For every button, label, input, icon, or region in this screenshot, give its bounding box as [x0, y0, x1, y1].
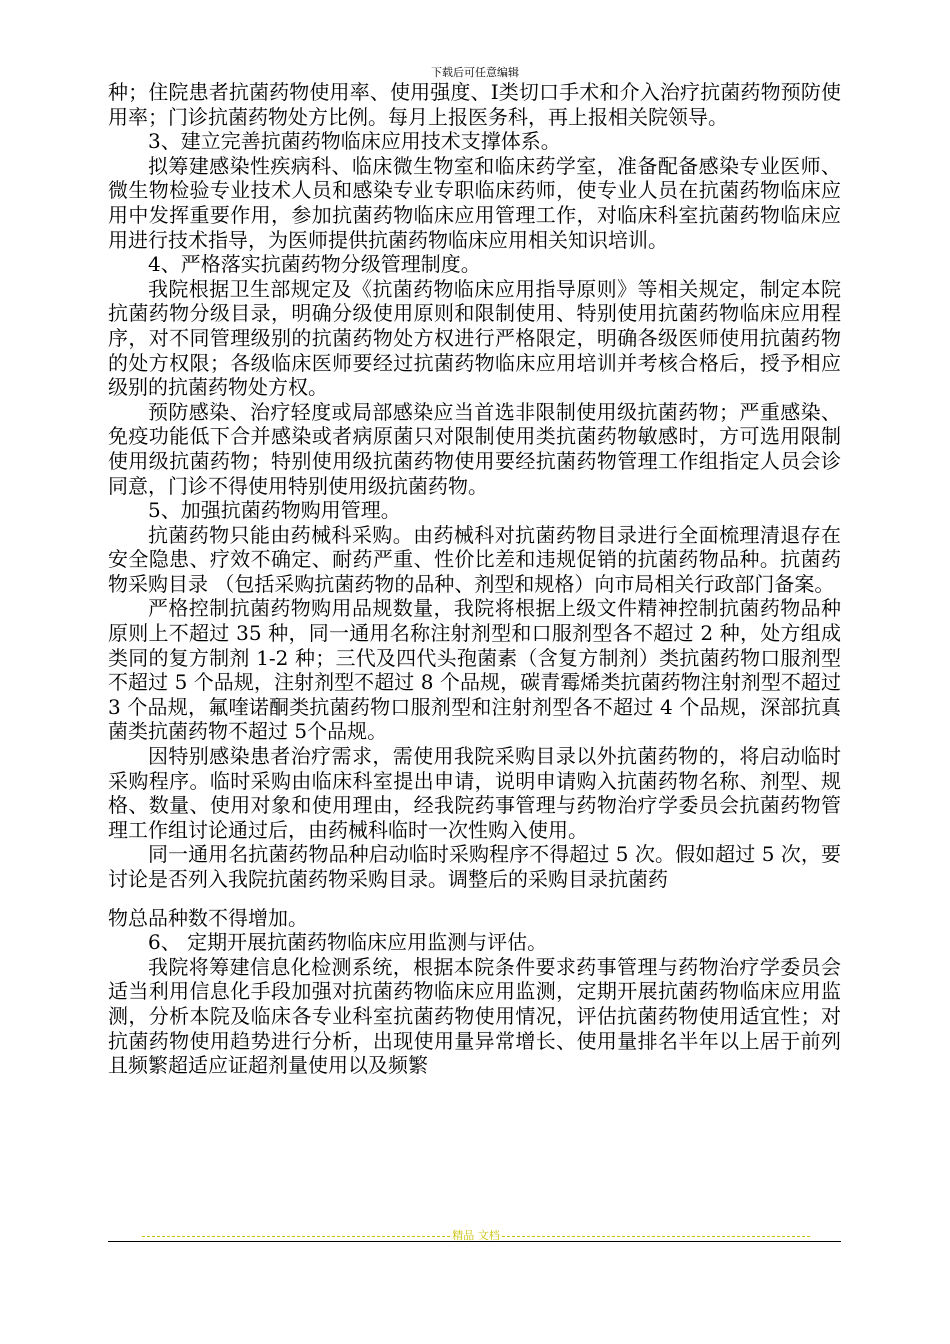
footer-dash-left — [142, 1236, 450, 1237]
paragraph-5: 我院根据卫生部规定及《抗菌药物临床应用指导原则》等相关规定，制定本院抗菌药物分级目录，明确分级使用原则和限制使用、特别使用抗菌药物临床应用程序，对不同管理级别的抗菌药物处方权进行严格限定，明确各级医师使用抗菌药物的处方权限；各级临床医师要经过抗菌药物临床应用培训并考核合格后，授予相应级别的抗菌药物处方权。 — [108, 276, 841, 400]
paragraph-10: 因特别感染患者治疗需求，需使用我院采购目录以外抗菌药物的，将启动临时采购程序。临时采购由临床科室提出申请，说明申请购入抗菌药物名称、剂型、规格、数量、使用对象和使用理由，经我院药事管理与药物治疗学委员会抗菌药物管理工作组讨论通过后，由药械科临时一次性购入使用。 — [108, 744, 841, 842]
footer-rule — [108, 1241, 841, 1242]
page-header-note: 下载后可任意编辑 — [431, 66, 519, 79]
footer-label: 精品 文档 — [452, 1229, 500, 1242]
section-heading-4: 4、严格落实抗菌药物分级管理制度。 — [148, 252, 481, 277]
paragraph-9: 严格控制抗菌药物购用品规数量，我院将根据上级文件精神控制抗菌药物品种原则上不超过 35 种，同一通用名称注射剂型和口服剂型各不超过 2 种，处方组成类同的复方制剂 1-2 种；三代及四代头孢菌素（含复方制剂）类抗菌药物口服剂型不超过 5 个品规，注射剂型不超过 8 个品规，碳青霉烯类抗菌药物注射剂型不超过 3 个品规，氟喹诺酮类抗菌药物口服剂型和注射剂型各不超过 4 个品规，深部抗真菌类抗菌药物不超过 5个品规。 — [108, 596, 841, 744]
paragraph-3: 拟筹建感染性疾病科、临床微生物室和临床药学室，准备配备感染专业医师、微生物检验专业技术人员和感染专业专职临床药师，使专业人员在抗菌药物临床应用中发挥重要作用，参加抗菌药物临床应用管理工作，对临床科室抗菌药物临床应用进行技术指导，为医师提供抗菌药物临床应用相关知识培训。 — [108, 153, 841, 252]
document-body — [108, 80, 841, 1078]
paragraph-1: 种；住院患者抗菌药物使用率、使用强度、I类切口手术和介入治疗抗菌药物预防使用率；门诊抗菌药物处方比例。每月上报医务科，再上报相关院领导。 — [108, 80, 841, 129]
section-heading-5: 5、加强抗菌药物购用管理。 — [148, 498, 401, 523]
section-heading-3: 3、建立完善抗菌药物临床应用技术支撑体系。 — [148, 129, 561, 154]
paragraph-12: 物总品种数不得增加。 — [108, 905, 308, 930]
paragraph-6: 预防感染、治疗轻度或局部感染应当首选非限制使用级抗菌药物；严重感染、免疫功能低下合并感染或者病原菌只对限制使用类抗菌药物敏感时，方可选用限制使用级抗菌药物；特别使用级抗菌药物使用要经抗菌药物管理工作组指定人员会诊同意，门诊不得使用特别使用级抗菌药物。 — [108, 399, 841, 498]
paragraph-14: 我院将筹建信息化检测系统，根据本院条件要求药事管理与药物治疗学委员会适当利用信息化手段加强对抗菌药物临床应用监测，定期开展抗菌药物临床应用监测，分析本院及临床各专业科室抗菌药物使用情况，评估抗菌药物使用适宜性；对抗菌药物使用趋势进行分析，出现使用量异常增长、使用量排名半年以上居于前列且频繁超适应证超剂量使用以及频繁 — [108, 954, 841, 1078]
footer-dash-right — [502, 1236, 810, 1237]
paragraph-8: 抗菌药物只能由药械科采购。由药械科对抗菌药物目录进行全面梳理清退存在安全隐患、疗效不确定、耐药严重、性价比差和违规促销的抗菌药物品种。抗菌药物采购目录 （包括采购抗菌药物的品种、剂型和规格）向市局相关行政部门备案。 — [108, 522, 841, 596]
section-heading-6: 6、 定期开展抗菌药物临床应用监测与评估。 — [148, 930, 548, 955]
paragraph-11: 同一通用名抗菌药物品种启动临时采购程序不得超过 5 次。假如超过 5 次，要讨论是否列入我院抗菌药物采购目录。调整后的采购目录抗菌药 — [108, 842, 841, 891]
